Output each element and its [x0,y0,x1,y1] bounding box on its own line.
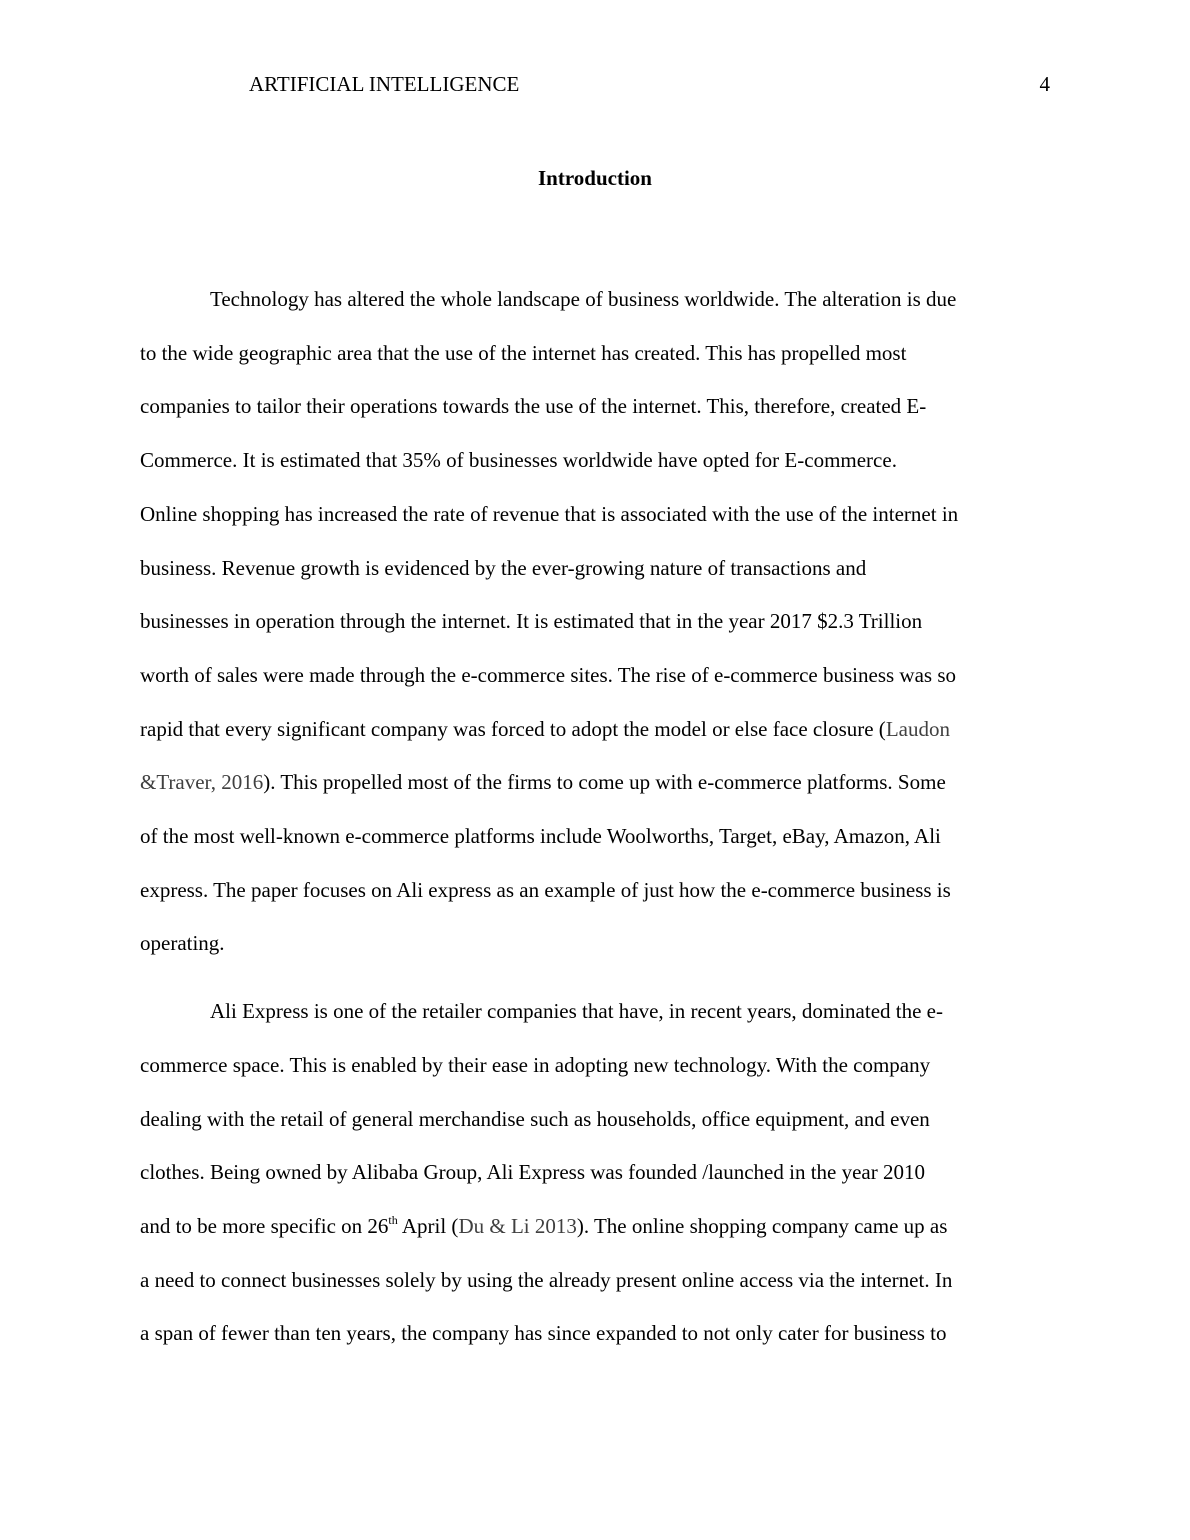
paragraph-line: of the most well-known e-commerce platforms include Woolworths, Target, eBay, Amazon, Ali [140,824,941,849]
paragraph-1 [140,273,1050,971]
citation-laudon-traver: Laudon [885,716,950,741]
paragraph-line: Technology has altered the whole landscape of business worldwide. The alteration is due [210,287,957,311]
line-text: rapid that every significant company was forced to adopt the model or else face closure ( [140,716,886,741]
document-body [140,273,1050,1361]
paragraph-line: a span of fewer than ten years, the company has since expanded to not only cater for business to [140,1321,947,1346]
section-title: Introduction [538,166,652,190]
paragraph-line: express. The paper focuses on Ali express as an example of just how the e-commerce business is [140,877,951,902]
paragraph-line: worth of sales were made through the e-commerce sites. The rise of e-commerce business was so [140,662,957,687]
line-text: April ( [397,1213,459,1238]
paragraph-line: operating. [140,931,225,956]
line-text: ). This propelled most of the firms to come up with e-commerce platforms. Some [263,770,946,795]
paragraph-line: commerce space. This is enabled by their ease in adopting new technology. With the company [140,1052,931,1077]
paragraph-2 [140,985,1050,1361]
line-text: and to be more specific on 26 [140,1213,389,1238]
line-text: ). The online shopping company came up as [576,1213,948,1238]
paragraph-line: business. Revenue growth is evidenced by the ever-growing nature of transactions and [140,555,867,580]
paragraph-line: clothes. Being owned by Alibaba Group, Ali Express was founded /launched in the year 2010 [140,1160,925,1185]
ordinal-suffix: th [388,1212,398,1227]
paragraph-line: companies to tailor their operations towards the use of the internet. This, therefore, created E- [140,394,927,419]
paragraph-line: Online shopping has increased the rate of revenue that is associated with the use of the internet in [140,501,959,526]
paragraph-line: Commerce. It is estimated that 35% of businesses worldwide have opted for E-commerce. [140,448,897,473]
paragraph-line: dealing with the retail of general merchandise such as households, office equipment, and even [140,1106,930,1131]
paragraph-line [140,1200,1050,1254]
paragraph-line: Ali Express is one of the retailer companies that have, in recent years, dominated the e- [210,999,943,1024]
paragraph-line [140,756,1050,810]
citation-laudon-traver-cont: &Traver, 2016 [140,770,264,795]
running-head: ARTIFICIAL INTELLIGENCE [249,72,520,96]
page-number: 4 [1039,72,1050,96]
paragraph-line: businesses in operation through the internet. It is estimated that in the year 2017 $2.3 Trillion [140,609,923,634]
citation-du-li: Du & Li 2013 [458,1213,577,1238]
paragraph-line [140,703,1050,757]
paragraph-line: to the wide geographic area that the use of the internet has created. This has propelled most [140,340,907,365]
paragraph-line: a need to connect businesses solely by using the already present online access via the internet. In [140,1267,953,1292]
